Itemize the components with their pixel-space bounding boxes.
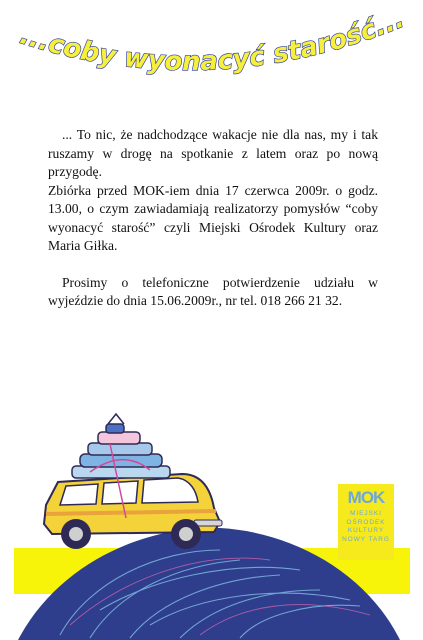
announcement-paragraph-3: Prosimy o telefoniczne potwierdzenie udziału w wyjeździe do dnia 15.06.2009r., nr tel. 018 266 21 32. bbox=[48, 274, 378, 308]
mok-logo-line-3: KULTURY bbox=[347, 527, 385, 535]
mok-logo-abbr: MOK bbox=[347, 488, 385, 507]
poster-title bbox=[0, 0, 423, 100]
mok-logo bbox=[338, 484, 394, 560]
announcement-paragraph-1: ... To nic, że nadchodzące wakacje nie dla nas, my i tak ruszamy w drogę na spotkanie z latem oraz po nową przygodę. bbox=[48, 127, 378, 179]
announcement-paragraph-2: Zbiórka przed MOK-iem dnia 17 czerwca 2009r. o godz. 13.00, o czym zawiadamiają realizatorzy pomysłów “coby wyonacyć starość” czyli Miejski Ośrodek Kultury oraz Maria Giłka. bbox=[48, 182, 378, 253]
mok-logo-line-1: MIEJSKI bbox=[350, 510, 382, 517]
mok-logo-line-2: OŚRODEK bbox=[346, 518, 386, 526]
poster-title-text: ...coby wyonacyć starość... bbox=[16, 3, 409, 78]
announcement-text bbox=[48, 126, 378, 311]
mok-logo-line-4: NOWY TARG bbox=[342, 535, 390, 543]
svg-text:...coby wyonacyć starość... bbox=[16, 4, 408, 77]
